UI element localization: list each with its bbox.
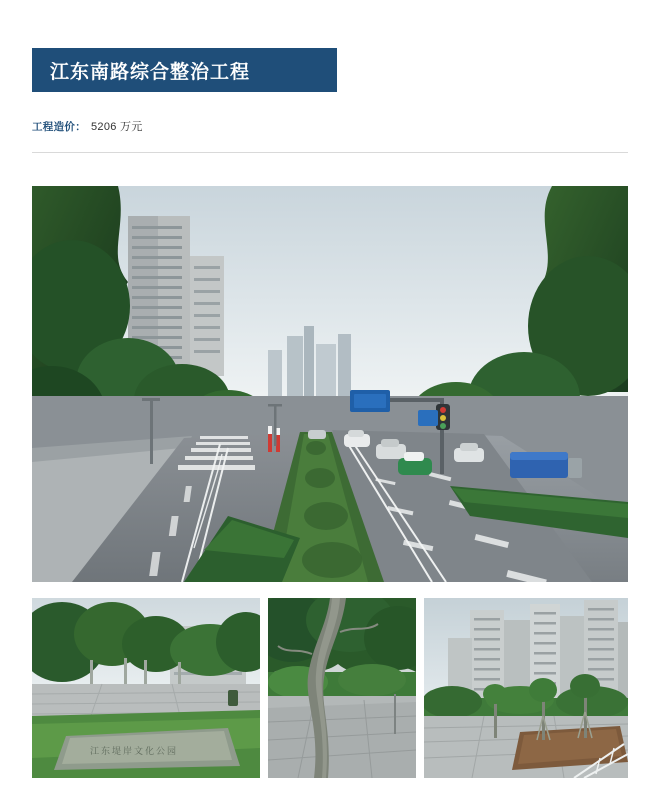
cost-value: 5206 万元 [91, 121, 143, 133]
project-title-banner [32, 48, 337, 92]
cost-label: 工程造价： [32, 121, 86, 133]
greenway-photo-graphic [268, 598, 416, 778]
main-street-photo-graphic [32, 186, 628, 582]
residential-plaza-photo [424, 598, 628, 778]
park-entrance-photo [32, 598, 260, 778]
park-entrance-photo-graphic [32, 598, 260, 778]
project-cost [32, 118, 143, 134]
page-title: 江东南路综合整治工程 [50, 61, 251, 83]
header-divider [32, 152, 628, 153]
main-street-photo [32, 186, 628, 582]
greenway-photo [268, 598, 416, 778]
residential-plaza-photo-graphic [424, 598, 628, 778]
svg-text:江东堤岸文化公园: 江东堤岸文化公园 [90, 746, 179, 756]
